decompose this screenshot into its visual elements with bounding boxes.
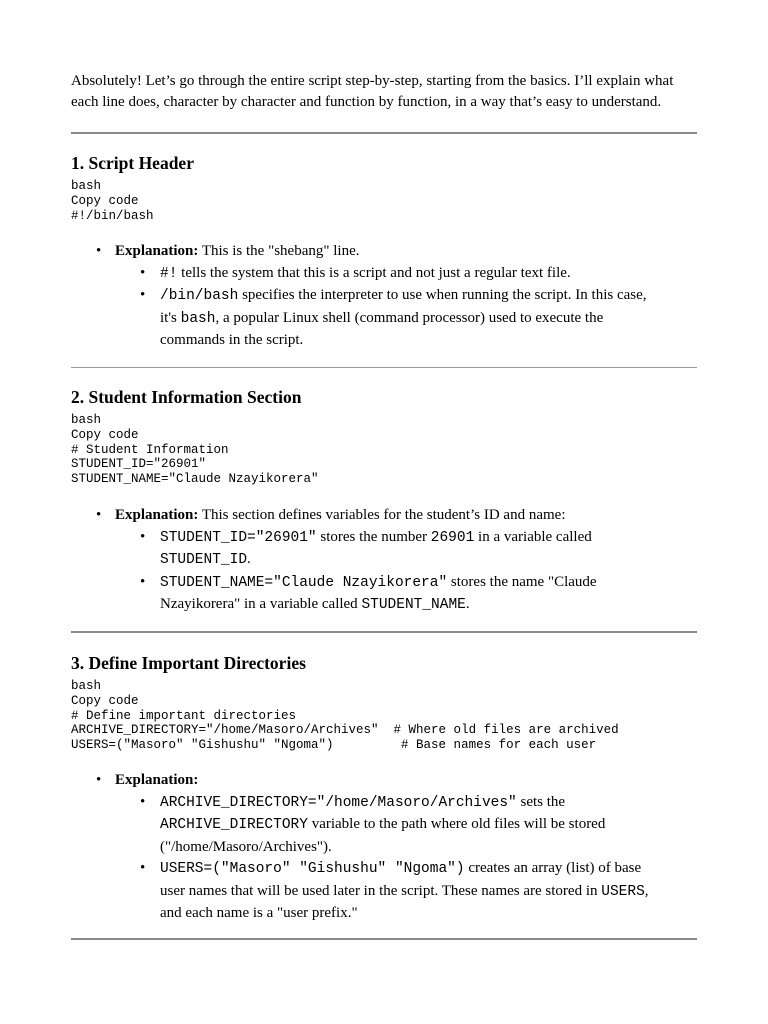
divider [71, 631, 697, 633]
intro-paragraph: Absolutely! Let’s go through the entire script step-by-step, starting from the basics. I’ll explain what each line does, character by character and function by function, in a way that’s easy to understand. [71, 73, 674, 110]
section-heading: 3. Define Important Directories [71, 653, 306, 673]
sub-list [115, 263, 653, 352]
code-block [71, 413, 319, 487]
inline-code: #! [160, 265, 178, 282]
inline-code: STUDENT_ID [160, 552, 248, 568]
explanation-list [71, 505, 653, 617]
section-heading: 1. Script Header [71, 153, 194, 173]
code-block [71, 179, 154, 223]
explanation-list [71, 770, 653, 925]
explanation-label: Explanation: [115, 507, 199, 523]
copy-code-button[interactable]: Copy code [71, 693, 139, 708]
list-item [71, 770, 653, 925]
bullet-text: stores the name "Claude Nzayikorera" in a variable called [160, 573, 597, 612]
list-item [115, 858, 653, 925]
list-item [71, 241, 653, 352]
bullet-text: stores the number [316, 528, 431, 545]
section-heading: 2. Student Information Section [71, 387, 302, 407]
list-item [115, 792, 653, 859]
sub-list [115, 792, 653, 925]
code-language: bash [71, 679, 102, 693]
bullet-text: variable to the path where old files will be stored ("/home/Masoro/Archives"). [160, 816, 606, 855]
code-content: # Student Information STUDENT_ID="26901" STUDENT_NAME="Claude Nzayikorera" [71, 442, 319, 487]
copy-code-button[interactable]: Copy code [71, 193, 139, 208]
divider [71, 367, 697, 368]
inline-code: STUDENT_NAME [361, 597, 466, 613]
inline-code: ARCHIVE_DIRECTORY="/home/Masoro/Archives" [160, 794, 517, 811]
sub-list [115, 527, 653, 617]
explanation-text: This section defines variables for the student’s ID and name: [198, 507, 566, 523]
bullet-text: creates an array (list) of base user names that will be used later in the script. These names are stored in [160, 860, 642, 899]
explanation-list [71, 241, 653, 352]
list-item [115, 572, 653, 617]
inline-code: USERS [601, 883, 645, 900]
divider [71, 132, 697, 134]
bullet-text: specifies the interpreter to use when running the script. In this case, it's [160, 287, 647, 326]
bullet-text: , and each name is a "user prefix." [160, 882, 649, 921]
inline-code: 26901 [430, 529, 475, 546]
inline-code: STUDENT_NAME="Claude Nzayikorera" [160, 574, 448, 591]
code-content: # Define important directories ARCHIVE_DIRECTORY="/home/Masoro/Archives" # Where old files are archived USERS=("Masoro" "Gishushu" "Ngoma") # Base names for each user [71, 708, 619, 753]
bullet-text: . [247, 551, 251, 567]
inline-code: STUDENT_ID="26901" [160, 529, 317, 546]
list-item [115, 285, 653, 352]
explanation-label: Explanation: [115, 243, 199, 259]
divider [71, 938, 697, 940]
bullet-text: in a variable called [474, 528, 592, 545]
list-item [115, 527, 653, 572]
inline-code: ARCHIVE_DIRECTORY [160, 817, 308, 833]
bullet-text: sets the [516, 793, 566, 810]
bullet-text: . [465, 596, 470, 612]
explanation-text: This is the "shebang" line. [198, 243, 360, 259]
list-item [71, 505, 653, 617]
explanation-label: Explanation: [115, 772, 199, 788]
bullet-text: tells the system that this is a script and not just a regular text file. [177, 264, 571, 281]
code-block [71, 679, 619, 753]
code-language: bash [71, 413, 102, 427]
bullet-text: , a popular Linux shell (command processor) used to execute the commands in the script. [160, 309, 604, 348]
inline-code: bash [180, 310, 216, 327]
inline-code: /bin/bash [160, 288, 239, 304]
copy-code-button[interactable]: Copy code [71, 427, 139, 442]
inline-code: USERS=("Masoro" "Gishushu" "Ngoma") [160, 861, 465, 877]
list-item [115, 263, 653, 286]
code-language: bash [71, 179, 102, 193]
code-content: #!/bin/bash [71, 208, 154, 223]
